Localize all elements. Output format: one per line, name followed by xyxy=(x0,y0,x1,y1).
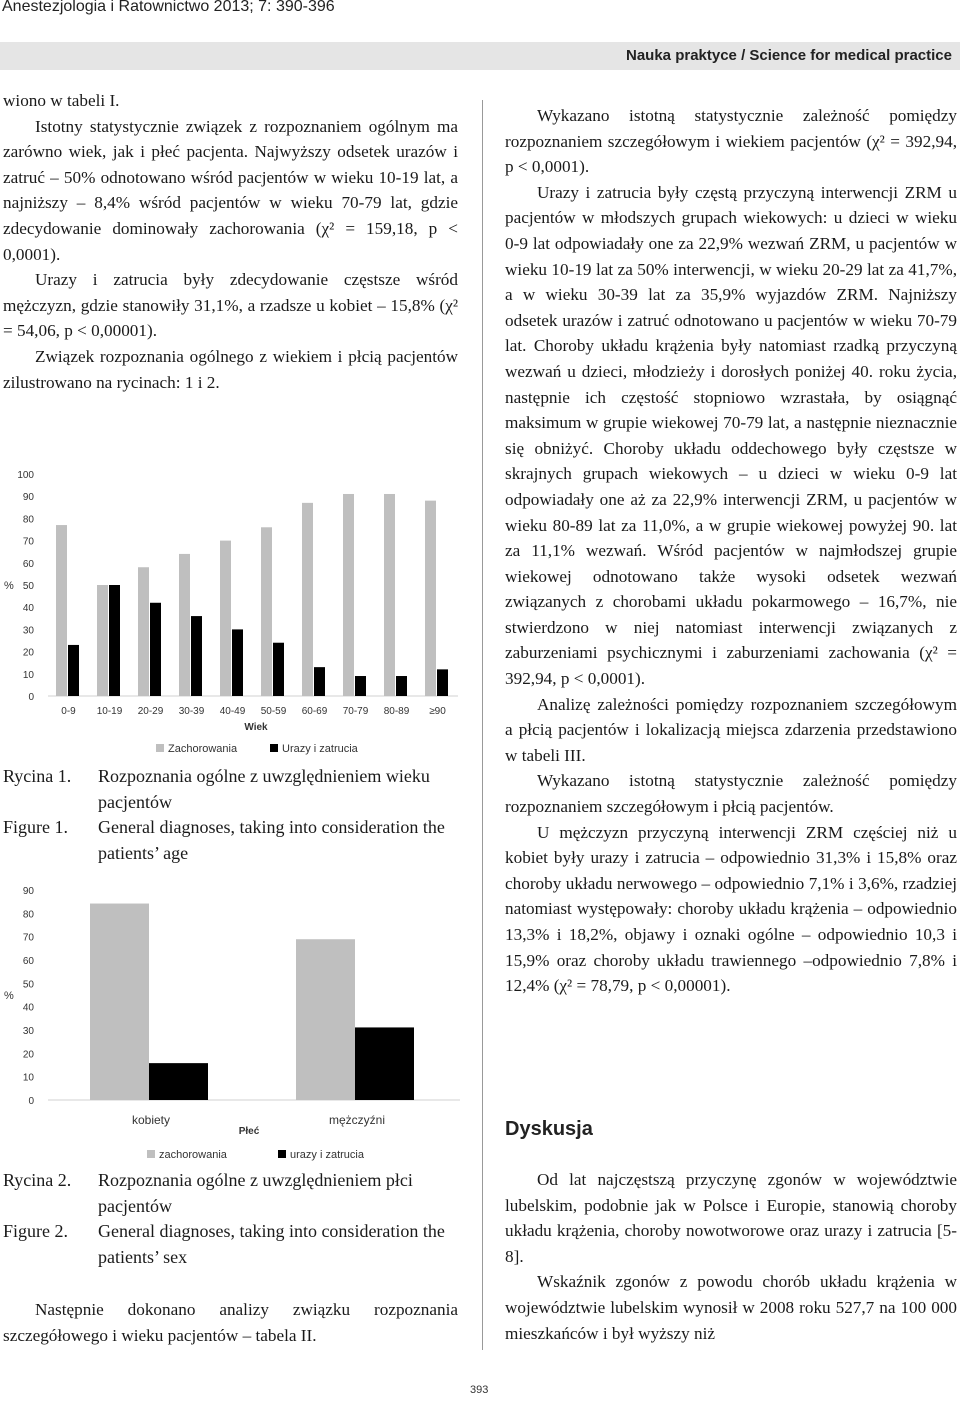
x-tick-label: 30-39 xyxy=(178,706,205,717)
y-tick-label: 20 xyxy=(22,647,34,659)
legend-swatch xyxy=(156,744,164,752)
caption-label: Rycina 1. xyxy=(3,766,72,786)
paragraph: Wykazano istotną statystycznie zależność pomiędzy rozpoznaniem szczegółowym i płcią pacjentów. xyxy=(505,771,957,817)
paragraph: Istotny statystycznie związek z rozpoznaniem ogólnym ma zarówno wiek, jak i płeć pacjenta. Najwyższy odsetek urazów i zatruć – 50% odnotowano wśród pacjentów w wieku 10-19 lat, a najniższy – 8,4% wśród pacjentów w wieku 70-79 lat, gdzie zdecydowanie dominowały zachorowania (χ² = 159,18, p < 0,0001). xyxy=(3,116,458,264)
bar-series-1 xyxy=(302,503,313,696)
section-title: Nauka praktyce / Science for medical practice xyxy=(626,47,952,64)
paragraph: Związek rozpoznania ogólnego z wiekiem i płcią pacjentów zilustrowano na rycinach: 1 i 2. xyxy=(3,346,458,392)
x-tick-label: 40-49 xyxy=(219,706,246,717)
figure-1-chart xyxy=(0,462,470,762)
y-tick-label: 60 xyxy=(22,956,34,967)
bar-series-2 xyxy=(355,676,366,696)
y-tick-label: 20 xyxy=(22,1049,34,1061)
bar-series-1 xyxy=(296,939,355,1100)
y-axis-label: % xyxy=(4,580,14,592)
bar-series-2 xyxy=(273,643,284,696)
x-tick-label: 60-69 xyxy=(301,706,328,717)
y-tick-label: 30 xyxy=(22,1026,34,1037)
bar-series-2 xyxy=(355,1027,414,1100)
paragraph: Wskaźnik zgonów z powodu chorób układu krążenia w województwie lubelskim wynosił w 2008 roku 527,7 na 100 000 mieszkańców i był wyższy niż xyxy=(505,1272,957,1343)
x-tick-label: 20-29 xyxy=(137,706,164,717)
paragraph: Analizę zależności pomiędzy rozpoznaniem szczegółowym a płcią pacjentów i lokalizacją miejsca zdarzenia przedstawiono w tabeli III. xyxy=(505,694,957,765)
bar-series-1 xyxy=(56,525,67,696)
x-tick-label: 70-79 xyxy=(342,706,369,717)
left-bottom-paragraph xyxy=(3,1297,458,1348)
bar-series-1 xyxy=(261,527,272,696)
bar-series-2 xyxy=(396,676,407,696)
y-tick-label: 80 xyxy=(22,514,34,526)
bar-series-2 xyxy=(232,629,243,696)
y-tick-label: 0 xyxy=(28,1096,34,1107)
y-tick-label: 90 xyxy=(22,492,34,504)
bar-series-1 xyxy=(97,585,108,696)
paragraph: Następnie dokonano analizy związku rozpoznania szczegółowego i wieku pacjentów – tabela II. xyxy=(3,1300,458,1345)
x-tick-label: 80-89 xyxy=(383,706,410,717)
y-tick-label: 100 xyxy=(17,470,34,481)
y-tick-label: 30 xyxy=(22,625,34,637)
column-divider xyxy=(482,100,483,1350)
x-tick-label: 10-19 xyxy=(96,706,123,717)
x-tick-label: kobiety xyxy=(131,1113,171,1127)
right-column-text xyxy=(505,103,957,999)
discussion-text xyxy=(505,1167,957,1346)
legend-swatch xyxy=(147,1150,155,1158)
left-column-text xyxy=(3,88,458,395)
legend-label: Urazy i zatrucia xyxy=(282,743,358,755)
x-tick-label: 50-59 xyxy=(260,706,287,717)
y-tick-label: 80 xyxy=(22,909,34,921)
paragraph: Wykazano istotną statystycznie zależność pomiędzy rozpoznaniem szczegółowym i wiekiem pacjentów (χ² = 392,94, p < 0,0001). xyxy=(505,106,957,177)
y-axis-label: % xyxy=(4,990,14,1002)
bar-series-1 xyxy=(179,554,190,696)
legend-swatch xyxy=(270,744,278,752)
y-tick-label: 60 xyxy=(22,558,34,570)
section-bar xyxy=(0,42,960,70)
y-tick-label: 40 xyxy=(22,1002,34,1014)
y-tick-label: 70 xyxy=(22,932,34,944)
bar-series-1 xyxy=(138,567,149,696)
x-axis-label: Płeć xyxy=(238,1126,260,1137)
x-tick-label: mężczyźni xyxy=(328,1113,386,1127)
caption-label: Rycina 2. xyxy=(3,1170,72,1190)
page-number: 393 xyxy=(470,1384,489,1396)
caption-text: Rozpoznania ogólne z uwzględnieniem wieku pacjentów xyxy=(98,766,430,812)
x-axis-label: Wiek xyxy=(244,722,268,733)
x-tick-label: ≥90 xyxy=(429,706,446,717)
bar-series-2 xyxy=(191,616,202,696)
caption-text: General diagnoses, taking into consideration the patients’ age xyxy=(98,817,445,863)
bar-series-2 xyxy=(109,585,120,696)
bar-series-1 xyxy=(90,904,149,1100)
figure-2-chart xyxy=(0,878,470,1168)
y-tick-label: 10 xyxy=(22,1072,34,1084)
bar-series-1 xyxy=(220,541,231,696)
y-tick-label: 40 xyxy=(22,603,34,615)
paragraph: U mężczyzn przyczyną interwencji ZRM częściej niż u kobiet były urazy i zatrucia – odpowiednio 31,3% i 15,8% oraz choroby układu nerwowego – odpowiednio 7,1% i 3,6%, rzadziej natomiast występowały: choroby układu krążenia – odpowiednio 13,3% i 18,2%, objawy i oznaki ogólne – odpowiednio 10,3 i 15,9% oraz choroby układu trawiennego –odpowiednio 7,8% i 12,4% (χ² = 78,79, p < 0,00001). xyxy=(505,822,957,996)
y-tick-label: 70 xyxy=(22,536,34,548)
bar-series-1 xyxy=(425,501,436,696)
y-tick-label: 90 xyxy=(22,886,34,897)
x-tick-label: 0-9 xyxy=(61,706,76,717)
caption-text: Rozpoznania ogólne z uwzględnieniem płci pacjentów xyxy=(98,1170,413,1216)
legend-label: zachorowania xyxy=(159,1149,227,1161)
y-tick-label: 50 xyxy=(22,979,34,991)
y-tick-label: 10 xyxy=(22,669,34,681)
paragraph: Urazy i zatrucia były częstą przyczyną interwencji ZRM u pacjentów w młodszych grupach wiekowych: u dzieci w wieku 0-9 lat odpowiadały one za 22,9% wezwań ZRM, u pacjentów w wieku 10-19 lat za 50% interwencji, w wieku 20-29 lat za 41,7%, a w wieku 30-39 lat za 35,9% wyjazdów ZRM. Najniższy odsetek urazów i zatruć odnotowano u pacjentów w wieku 70-79 lat. Choroby układu krążenia były natomiast rzadką przyczyną wezwań u dzieci, młodzieży i dorosłych poniżej 40. roku życia, następnie ich częstość stopniowo wzrastała, by osiągnąć maksimum w grupie wiekowej 70-79 lat, a następnie nieznacznie się obniżyć. Choroby układu oddechowego były częstsze w skrajnych grupach wiekowych – u dzieci w wieku 0-9 lat odpowiadały one aż za 22,9% interwencji ZRM, u pacjentów w wieku 80-89 lat za 11,0%, a w grupie wiekowej powyżej 90. lat za 11,1% wezwań. Wśród pacjentów w najmłodszej grupie wiekowej odnotowano także wysoki odsetek wezwań związanych z chorobami układu pokarmowego – 16,7%, nie stwierdzono w niej natomiast interwencji związanych z zaburzeniami psychicznymi i zaburzeniami zachowania (χ² = 392,94, p < 0,0001). xyxy=(505,182,957,689)
bar-series-1 xyxy=(343,494,354,696)
caption-text: General diagnoses, taking into consideration the patients’ sex xyxy=(98,1221,445,1267)
y-tick-label: 50 xyxy=(22,581,34,592)
paragraph: Od lat najczęstszą przyczynę zgonów w województwie lubelskim, podobnie jak w Polsce i Europie, stanowią choroby układu krążenia, choroby nowotworowe oraz urazy i zatrucia [5-8]. xyxy=(505,1170,957,1266)
bar-series-1 xyxy=(384,494,395,696)
caption-label: Figure 2. xyxy=(3,1221,68,1241)
bar-series-2 xyxy=(437,669,448,696)
legend-label: Zachorowania xyxy=(168,743,238,755)
legend-swatch xyxy=(278,1150,286,1158)
discussion-heading: Dyskusja xyxy=(505,1118,593,1140)
bar-series-2 xyxy=(314,667,325,696)
bar-series-2 xyxy=(150,603,161,696)
caption-label: Figure 1. xyxy=(3,817,68,837)
paragraph: wiono w tabeli I. xyxy=(3,91,120,110)
journal-citation: Anestezjologia i Ratownictwo 2013; 7: 390-396 xyxy=(2,0,335,15)
legend-label: urazy i zatrucia xyxy=(290,1149,364,1161)
bar-series-2 xyxy=(149,1063,208,1100)
y-tick-label: 0 xyxy=(28,692,34,703)
paragraph: Urazy i zatrucia były zdecydowanie częstsze wśród mężczyzn, gdzie stanowiły 31,1%, a rzadsze u kobiet – 15,8% (χ² = 54,06, p < 0,00001). xyxy=(3,270,458,341)
bar-series-2 xyxy=(68,645,79,696)
